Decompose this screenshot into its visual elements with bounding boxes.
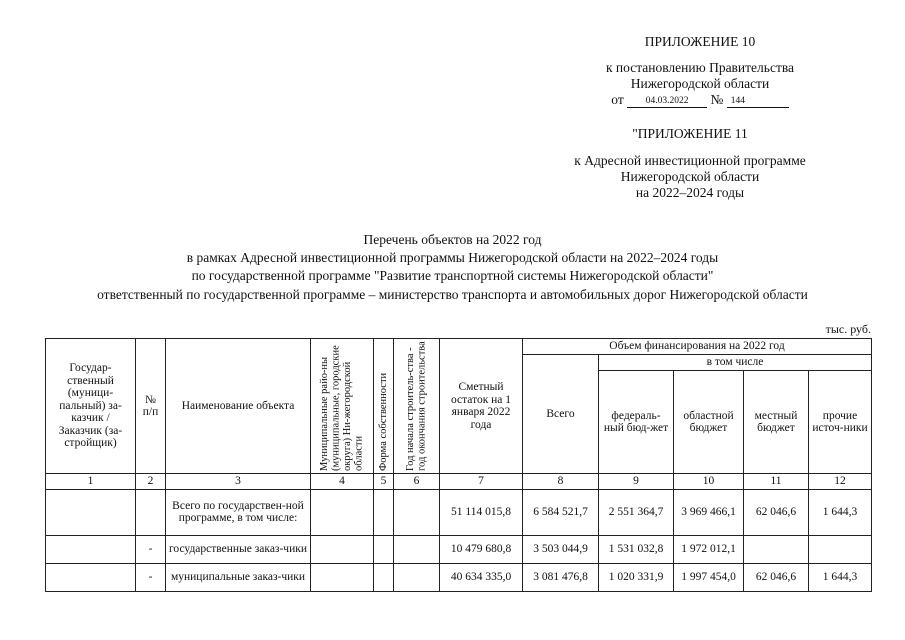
cell-regional: 1 972 012,1 (674, 535, 744, 563)
cell-federal: 1 531 032,8 (599, 535, 674, 563)
header-number: № п/п (136, 339, 166, 474)
appendix-11-title: "ПРИЛОЖЕНИЕ 11 (632, 126, 748, 141)
number-label: № (710, 92, 724, 107)
header-ownership-text: Форма собственности (377, 372, 389, 471)
cell-customer (46, 563, 136, 591)
cell-total: 6 584 521,7 (523, 489, 599, 535)
cell-ownership (374, 489, 394, 535)
resolution-date: 04.03.2022 (627, 96, 707, 108)
cell-years (394, 535, 440, 563)
cell-ownership (374, 535, 394, 563)
resolution-date-number (560, 92, 840, 108)
column-number: 10 (674, 474, 744, 490)
column-number: 7 (440, 474, 523, 490)
appendix-10-title: ПРИЛОЖЕНИЕ 10 (644, 34, 756, 49)
cell-other: 1 644,3 (809, 563, 872, 591)
header-total: Всего (523, 355, 599, 474)
cell-balance: 51 114 015,8 (440, 489, 523, 535)
program-years-caption: на 2022–2024 годы (635, 185, 745, 200)
cell-object-name: государственные заказ-чики (166, 535, 311, 563)
cell-years (394, 563, 440, 591)
cell-federal: 2 551 364,7 (599, 489, 674, 535)
cell-local: 62 046,6 (744, 563, 809, 591)
table-row-municipal-customers (46, 563, 872, 591)
header-ownership (374, 339, 394, 474)
program-region-caption: Нижегородской области (620, 169, 760, 184)
cell-federal: 1 020 331,9 (599, 563, 674, 591)
document-title-line-3: по государственной программе "Развитие транспортной системы Нижегородской области" (191, 268, 714, 283)
resolution-number: 144 (727, 96, 789, 108)
cell-municipality (311, 563, 374, 591)
column-number: 6 (394, 474, 440, 490)
header-object-name: Наименование объекта (166, 339, 311, 474)
cell-other (809, 535, 872, 563)
column-number: 9 (599, 474, 674, 490)
cell-other: 1 644,3 (809, 489, 872, 535)
units-label: тыс. руб. (825, 322, 871, 336)
region-caption: Нижегородской области (630, 76, 770, 91)
header-federal: федераль-ный бюд-жет (599, 371, 674, 474)
resolution-caption: к постановлению Правительства (605, 60, 795, 75)
cell-municipality (311, 535, 374, 563)
cell-local (744, 535, 809, 563)
document-title-line-4: ответственный по государственной программе – министерство транспорта и автомобильных дорог Нижегородской области (97, 287, 808, 302)
cell-years (394, 489, 440, 535)
cell-object-name: муниципальные заказ-чики (166, 563, 311, 591)
program-caption: к Адресной инвестиционной программе (574, 153, 806, 168)
cell-object-name: Всего по государствен-ной программе, в том числе: (166, 489, 311, 535)
column-number: 12 (809, 474, 872, 490)
document-title-line-1: Перечень объектов на 2022 год (363, 232, 542, 247)
cell-regional: 3 969 466,1 (674, 489, 744, 535)
column-number: 5 (374, 474, 394, 490)
column-number: 8 (523, 474, 599, 490)
header-including: в том числе (599, 355, 872, 371)
cell-total: 3 503 044,9 (523, 535, 599, 563)
column-number: 3 (166, 474, 311, 490)
cell-municipality (311, 489, 374, 535)
header-row-1 (46, 339, 872, 355)
column-number: 2 (136, 474, 166, 490)
cell-number: - (136, 535, 166, 563)
cell-total: 3 081 476,8 (523, 563, 599, 591)
cell-customer (46, 489, 136, 535)
header-estimated-balance: Сметный остаток на 1 января 2022 года (440, 339, 523, 474)
header-municipality-text: Муниципальные райо-ны (муниципальные, городские округа) Ни-жегородской области (319, 345, 365, 471)
header-years (394, 339, 440, 474)
header-other: прочие источ-ники (809, 371, 872, 474)
from-label: от (611, 92, 624, 107)
cell-number: - (136, 563, 166, 591)
header-municipality (311, 339, 374, 474)
header-funding-volume: Объем финансирования на 2022 год (523, 339, 872, 355)
table-row-program-total (46, 489, 872, 535)
header-local: местный бюджет (744, 371, 809, 474)
header-customer: Государ-ственный (муници-пальный) за-казчик / Заказчик (за-стройщик) (46, 339, 136, 474)
cell-number (136, 489, 166, 535)
objects-table (45, 338, 872, 592)
table-row-state-customers (46, 535, 872, 563)
document-title-line-2: в рамках Адресной инвестиционной программы Нижегородской области на 2022–2024 годы (186, 250, 719, 265)
column-number: 1 (46, 474, 136, 490)
cell-customer (46, 535, 136, 563)
column-numbers-row (46, 474, 872, 490)
cell-balance: 10 479 680,8 (440, 535, 523, 563)
cell-balance: 40 634 335,0 (440, 563, 523, 591)
cell-ownership (374, 563, 394, 591)
cell-local: 62 046,6 (744, 489, 809, 535)
cell-regional: 1 997 454,0 (674, 563, 744, 591)
column-number: 11 (744, 474, 809, 490)
column-number: 4 (311, 474, 374, 490)
header-regional: областной бюджет (674, 371, 744, 474)
header-years-text: Год начала строитель-ства - год окончания строительства (405, 341, 428, 471)
